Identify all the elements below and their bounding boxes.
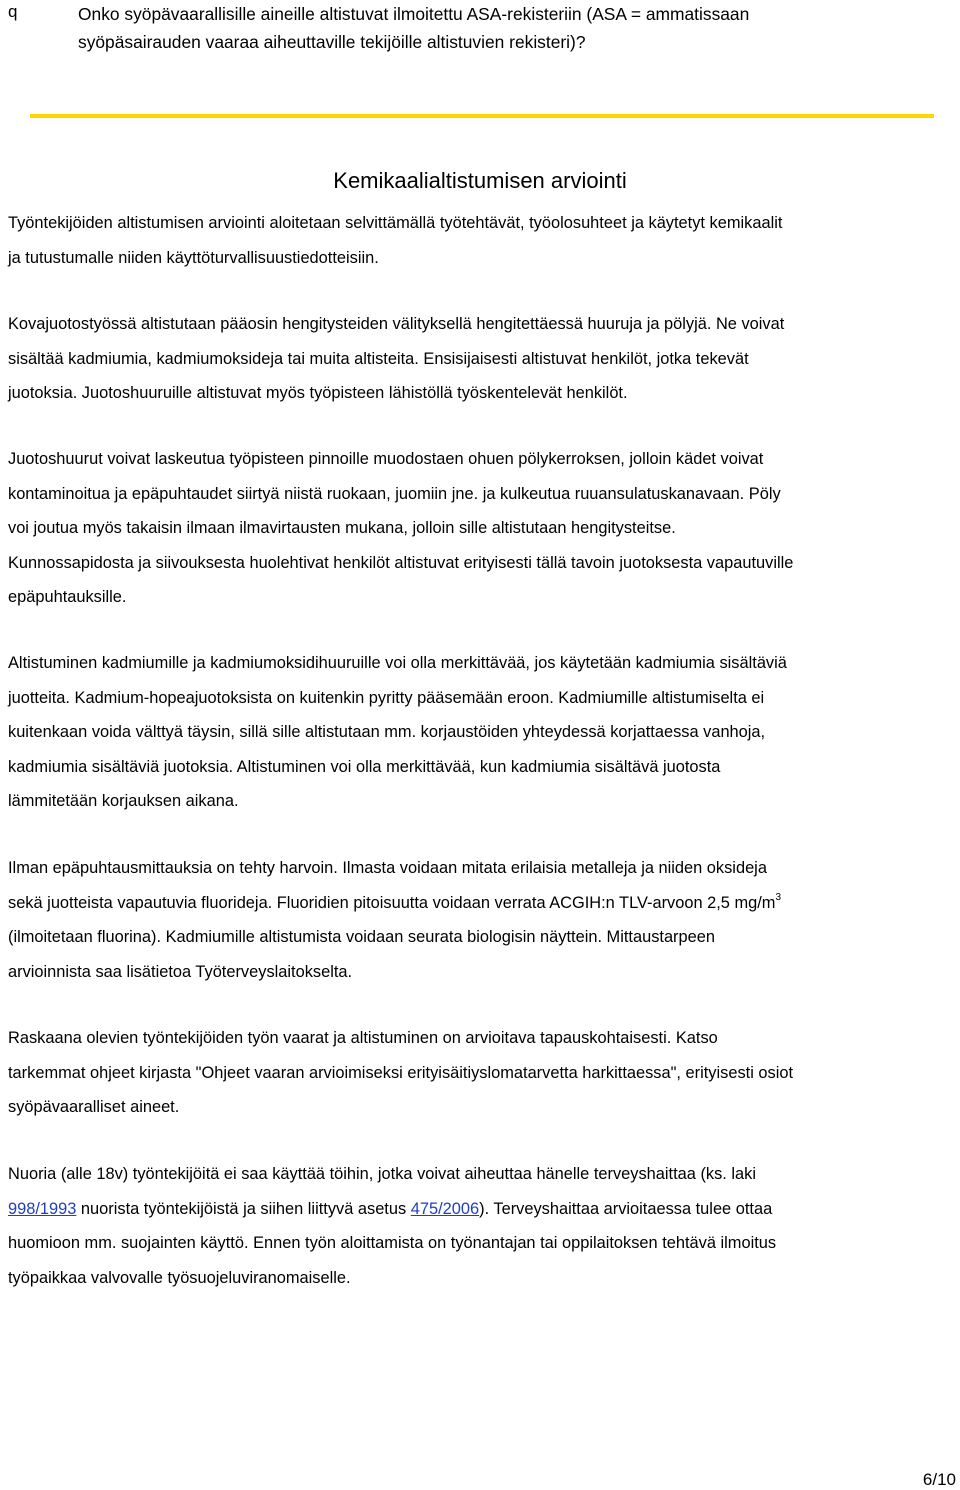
paragraph-line: sisältää kadmiumia, kadmiumoksideja tai muita altisteita. Ensisijaisesti altistuvat henkilöt, jotka tekevät bbox=[8, 349, 749, 368]
paragraph-air-measurements bbox=[8, 851, 952, 989]
paragraph-line: työpaikkaa valvovalle työsuojeluviranomaiselle. bbox=[8, 1268, 351, 1287]
link-trailing-text: ). Terveyshaittaa arvioitaessa tulee ottaa bbox=[479, 1199, 773, 1218]
paragraph-line: tarkemmat ohjeet kirjasta "Ohjeet vaaran arvioimiseksi erityisäitiyslomatarvetta harkittaessa", erityisesti osiot bbox=[8, 1063, 794, 1082]
paragraph-line: Nuoria (alle 18v) työntekijöitä ei saa käyttää töihin, jotka voivat aiheuttaa hänelle terveyshaittaa (ks. laki bbox=[8, 1165, 756, 1183]
paragraph-line: Ilman epäpuhtausmittauksia on tehty harvoin. Ilmasta voidaan mitata erilaisia metalleja ja niiden oksideja bbox=[8, 859, 767, 877]
paragraph-line: Kunnossapidosta ja siivouksesta huolehtivat henkilöt altistuvat erityisesti tällä tavoin juotoksesta vapautuville bbox=[8, 553, 794, 572]
paragraph-intro bbox=[8, 206, 952, 275]
question-marker: q bbox=[8, 2, 18, 21]
question-line-1: Onko syöpävaarallisille aineille altistuvat ilmoitettu ASA-rekisteriin (ASA = ammatissaan bbox=[78, 4, 750, 24]
paragraph-line: huomioon mm. suojainten käyttö. Ennen työn aloittamista on työnantajan tai oppilaitoksen tehtävä ilmoitus bbox=[8, 1234, 777, 1252]
paragraph-pregnant-workers bbox=[8, 1021, 952, 1125]
paragraph-line: epäpuhtauksille. bbox=[8, 588, 127, 606]
paragraph-line: Työntekijöiden altistumisen arviointi aloitetaan selvittämällä työtehtävät, työolosuhteet ja käytetyt kemikaalit bbox=[8, 214, 783, 232]
paragraph-line: kontaminoitua ja epäpuhtaudet siirtyä niistä ruokaan, juomiin jne. ja kulkeutua ruuansulatuskanavaan. Pöly bbox=[8, 484, 781, 503]
superscript-3: 3 bbox=[775, 891, 781, 903]
question-line-2: syöpäsairauden vaaraa aiheuttaville tekijöille altistuvien rekisteri)? bbox=[78, 32, 586, 52]
decree-link-475-2006[interactable]: 475/2006 bbox=[410, 1199, 480, 1218]
paragraph-hard-soldering bbox=[8, 307, 952, 411]
paragraph-line: juotteita. Kadmium-hopeajuotoksista on kuitenkin pyritty pääsemään eroon. Kadmiumille altistumiselta ei bbox=[8, 688, 765, 707]
page-number: 6/10 bbox=[922, 1470, 956, 1489]
paragraph-fume-deposition bbox=[8, 442, 952, 615]
law-link-998-1993[interactable]: 998/1993 bbox=[8, 1199, 77, 1218]
paragraph-line: juotoksia. Juotoshuuruille altistuvat myös työpisteen lähistöllä työskentelevät henkilöt. bbox=[8, 384, 628, 402]
paragraph-cadmium-exposure bbox=[8, 646, 952, 819]
paragraph-line bbox=[8, 886, 952, 921]
paragraph-line: Kovajuotostyössä altistutaan pääosin hengitysteiden välityksellä hengitettäessä huuruja ja pölyjä. Ne voivat bbox=[8, 315, 785, 333]
paragraph-line: arvioinnista saa lisätietoa Työterveyslaitokselta. bbox=[8, 962, 353, 981]
question-text bbox=[78, 0, 948, 56]
paragraph-line: syöpävaaralliset aineet. bbox=[8, 1098, 180, 1116]
paragraph-line: Altistuminen kadmiumille ja kadmiumoksidihuuruille voi olla merkittävää, jos käytetään kadmiumia sisältäviä bbox=[8, 654, 787, 672]
tlv-text: sekä juotteista vapautuvia fluorideja. Fluoridien pitoisuutta voidaan verrata ACGIH:n TLV-arvoon 2,5 mg/m bbox=[8, 893, 776, 912]
paragraph-line: (ilmoitetaan fluorina). Kadmiumille altistumista voidaan seurata biologisin näyttein. Mittaustarpeen bbox=[8, 928, 715, 946]
link-connector-text: nuorista työntekijöistä ja siihen liittyvä asetus bbox=[76, 1199, 411, 1218]
paragraph-line: lämmitetään korjauksen aikana. bbox=[8, 792, 239, 810]
paragraph-line bbox=[8, 1192, 952, 1227]
paragraph-line: Juotoshuurut voivat laskeutua työpisteen pinnoille muodostaen ohuen pölykerroksen, jolloin kädet voivat bbox=[8, 450, 764, 468]
paragraph-line: voi joutua myös takaisin ilmaan ilmavirtausten mukana, jolloin sille altistutaan hengitysteitse. bbox=[8, 519, 676, 537]
paragraph-line: Raskaana olevien työntekijöiden työn vaarat ja altistuminen on arvioitava tapauskohtaisesti. Katso bbox=[8, 1029, 718, 1047]
paragraph-line: ja tutustumalle niiden käyttöturvallisuustiedotteisiin. bbox=[8, 248, 379, 267]
section-heading: Kemikaalialtistumisen arviointi bbox=[333, 168, 627, 193]
paragraph-line: kuitenkaan voida välttyä täysin, sillä sille altistutaan mm. korjaustöiden yhteydessä korjattaessa vanhoja, bbox=[8, 723, 766, 741]
paragraph-young-workers bbox=[8, 1157, 952, 1295]
paragraph-line: kadmiumia sisältäviä juotoksia. Altistuminen voi olla merkittävää, kun kadmiumia sisältävä juotosta bbox=[8, 757, 721, 776]
section-divider bbox=[30, 114, 934, 118]
